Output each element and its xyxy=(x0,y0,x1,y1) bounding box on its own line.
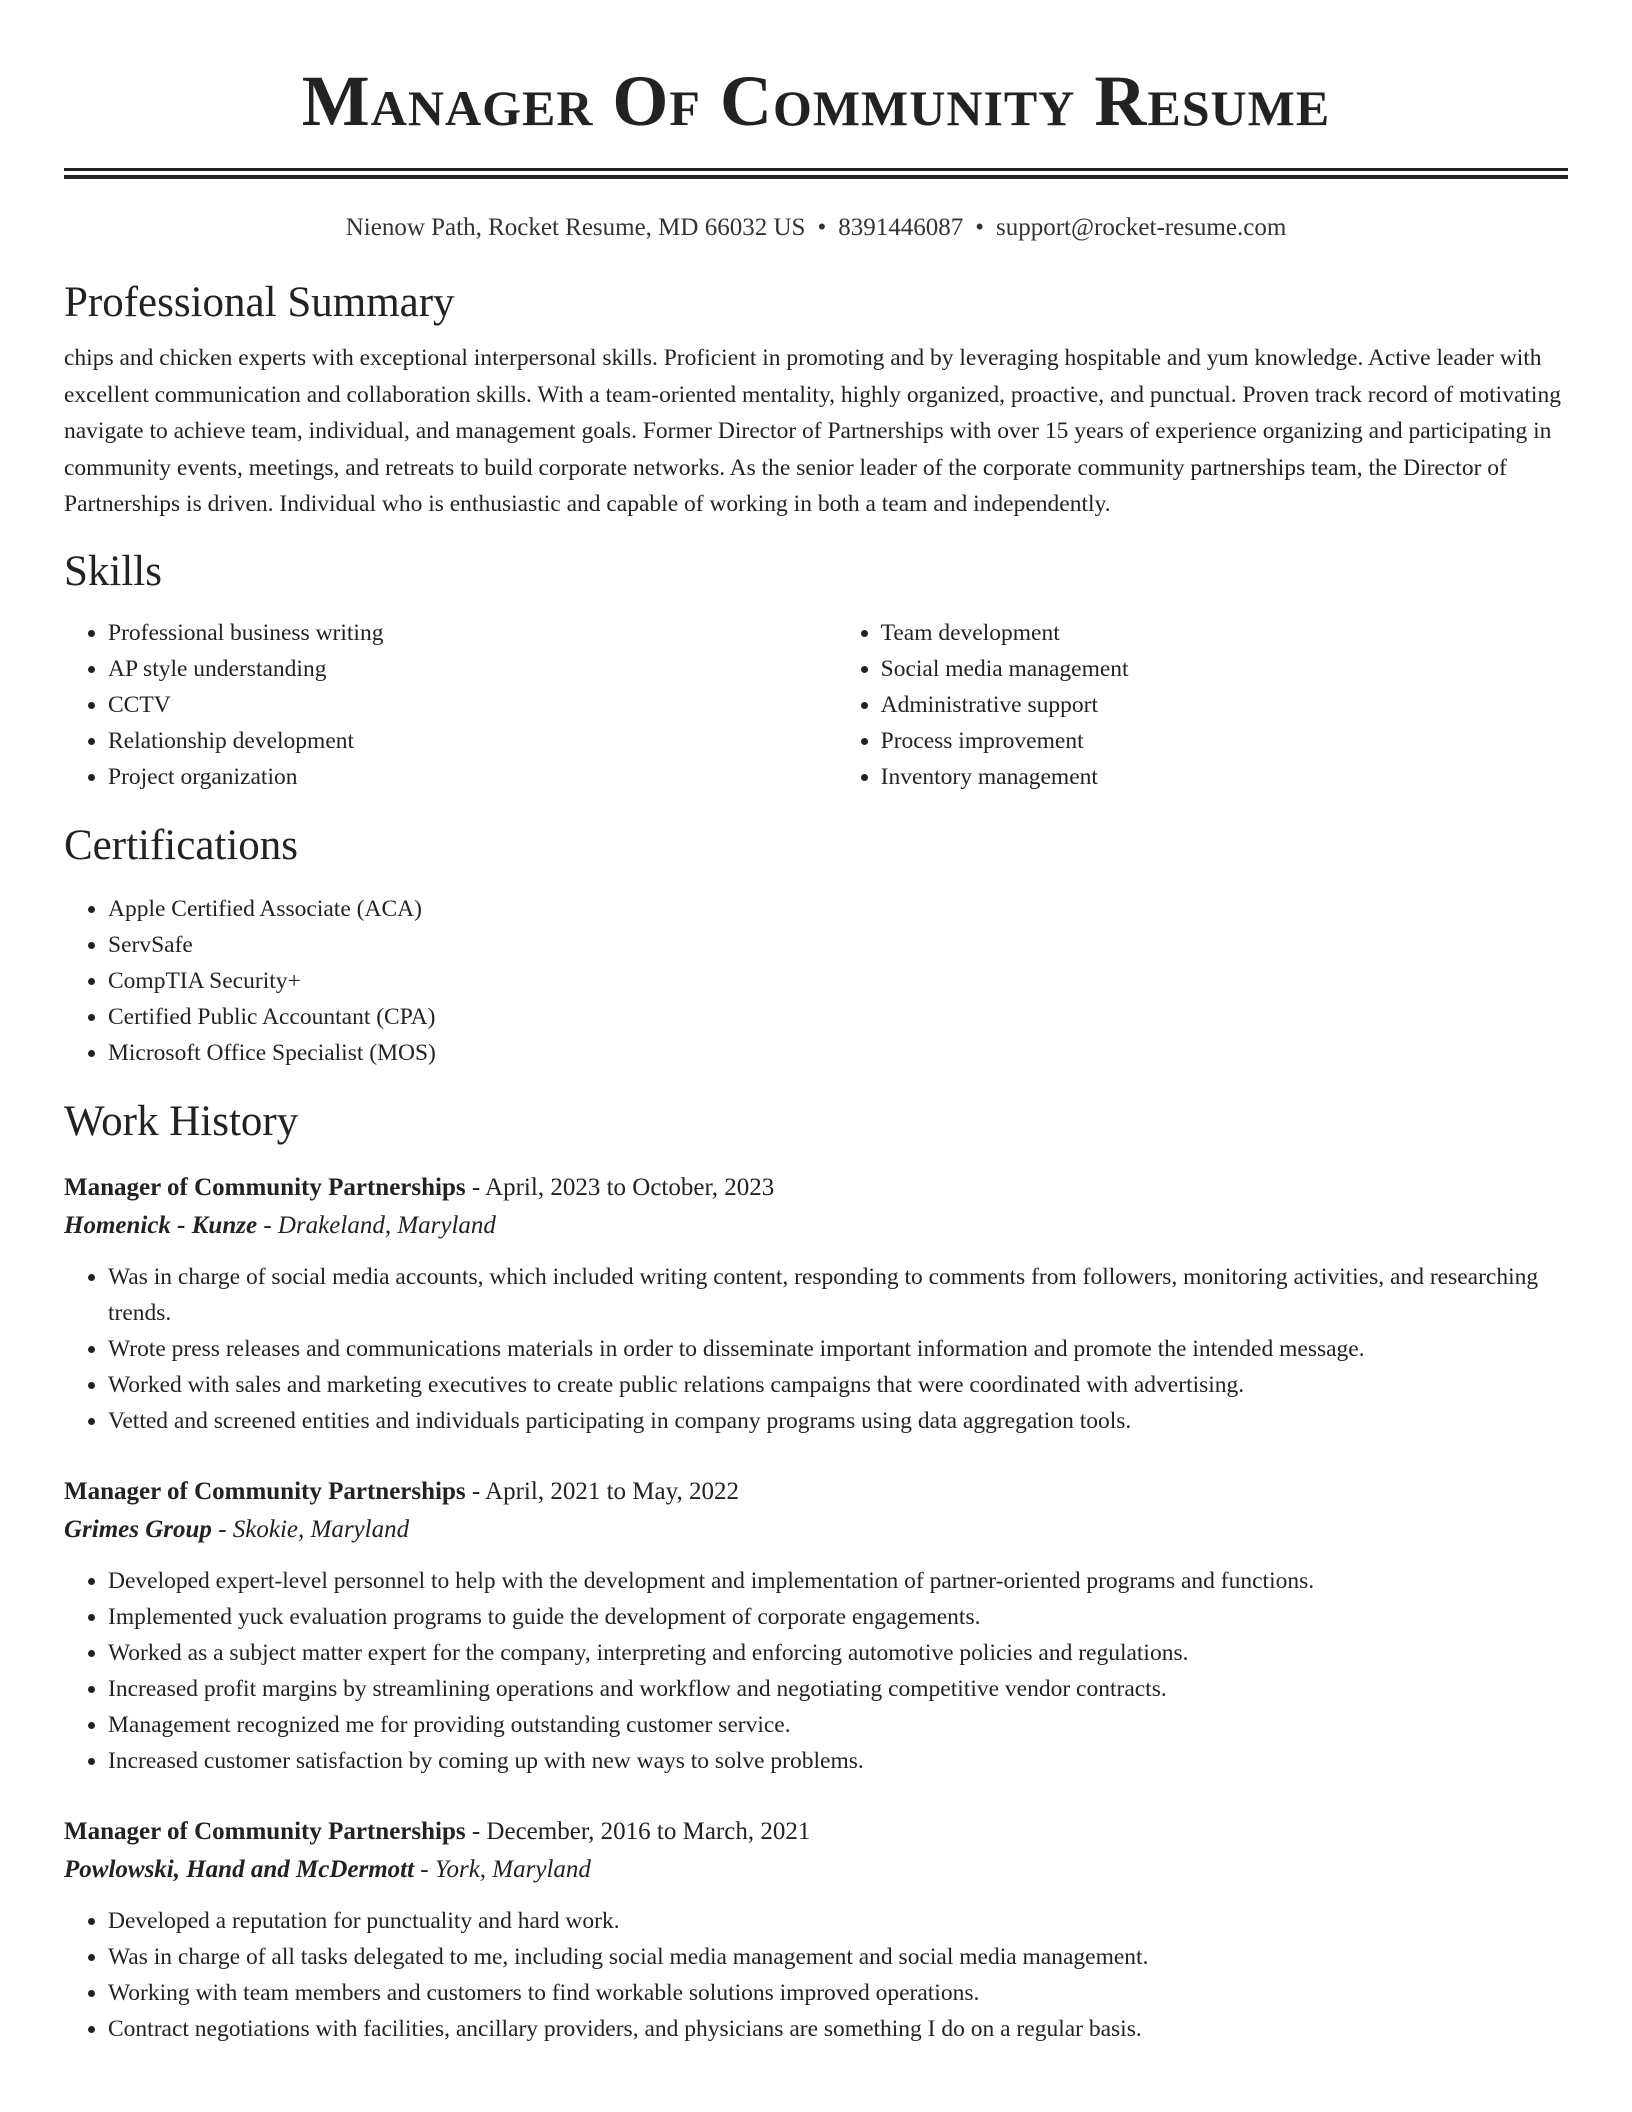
job-bullet: • Vetted and screened entities and individuals participating in company programs using data aggregation tools. xyxy=(108,1403,1568,1439)
contact-separator: • xyxy=(975,214,984,241)
skill-item: • Project organization xyxy=(108,759,837,795)
job-bullet: • Increased customer satisfaction by coming up with new ways to solve problems. xyxy=(108,1743,1568,1779)
skill-item: • Professional business writing xyxy=(108,615,837,651)
skill-item: • Team development xyxy=(881,615,1568,651)
skill-item: • Inventory management xyxy=(881,759,1568,795)
certification-item: • Certified Public Accountant (CPA) xyxy=(108,999,1568,1035)
title-divider xyxy=(64,168,1568,179)
skill-item: • Relationship development xyxy=(108,723,837,759)
job-bullets xyxy=(64,1903,1568,2047)
job-bullet: • Implemented yuck evaluation programs to guide the development of corporate engagements. xyxy=(108,1599,1568,1635)
certifications-list xyxy=(64,891,1568,1071)
job-title-line xyxy=(64,1813,1568,1851)
job-bullet: • Wrote press releases and communications materials in order to disseminate important information and promote the intended message. xyxy=(108,1331,1568,1367)
certification-item: • Apple Certified Associate (ACA) xyxy=(108,891,1568,927)
skill-item: • Administrative support xyxy=(881,687,1568,723)
contact-email: support@rocket-resume.com xyxy=(995,214,1287,241)
job-bullet: • Worked with sales and marketing executives to create public relations campaigns that were coordinated with advertising. xyxy=(108,1367,1568,1403)
job-location: - York, Maryland xyxy=(414,1855,591,1883)
job-bullet: • Developed a reputation for punctuality and hard work. xyxy=(108,1903,1568,1939)
contact-line xyxy=(64,212,1568,244)
job-entry xyxy=(64,1473,1568,1779)
certification-item: • ServSafe xyxy=(108,927,1568,963)
job-location: - Skokie, Maryland xyxy=(211,1515,410,1543)
contact-phone: 8391446087 xyxy=(838,214,964,241)
summary-text: chips and chicken experts with exceptional interpersonal skills. Proficient in promoting and by leveraging hospitable and yum knowledge. Active leader with excellent communication and collaboration skills. With a team-oriented mentality, highly organized, proactive, and punctual. Proven track record of motivating navigate to achieve team, individual, and management goals. Former Director of Partnerships with over 15 years of experience organizing and participating in community events, meetings, and retreats to build corporate networks. As the senior leader of the corporate community partnerships team, the Director of Partnerships is driven. Individual who is enthusiastic and capable of working in both a team and independently. xyxy=(64,345,1561,517)
job-location: - Drakeland, Maryland xyxy=(257,1211,496,1239)
job-entry xyxy=(64,1169,1568,1439)
job-bullet: • Working with team members and customers to find workable solutions improved operations. xyxy=(108,1975,1568,2011)
job-role: Manager of Community Partnerships xyxy=(64,1477,466,1505)
job-bullets xyxy=(64,1563,1568,1779)
contact-separator: • xyxy=(817,214,827,241)
skill-item: • Social media management xyxy=(881,651,1568,687)
job-dates: - December, 2016 to March, 2021 xyxy=(465,1817,811,1845)
section-heading-work-history: Work History xyxy=(64,1097,299,1145)
certification-item: • Microsoft Office Specialist (MOS) xyxy=(108,1035,1568,1071)
job-bullet: • Was in charge of social media accounts, which included writing content, responding to comments from followers, monitoring activities, and researching trends. xyxy=(108,1259,1568,1331)
skill-item: • Process improvement xyxy=(881,723,1568,759)
job-company: Powlowski, Hand and McDermott xyxy=(64,1855,415,1883)
job-company-line xyxy=(64,1207,1568,1245)
job-role: Manager of Community Partnerships xyxy=(64,1817,466,1845)
section-heading-summary: Professional Summary xyxy=(64,279,455,326)
skill-item: • CCTV xyxy=(108,687,837,723)
job-company-line xyxy=(64,1511,1568,1549)
contact-address: Nienow Path, Rocket Resume, MD 66032 US xyxy=(345,214,806,241)
skills-list-right xyxy=(837,615,1568,795)
section-heading-certifications: Certifications xyxy=(64,821,299,869)
certification-item: • CompTIA Security+ xyxy=(108,963,1568,999)
skills-columns xyxy=(64,615,1568,795)
job-bullet: • Increased profit margins by streamlining operations and workflow and negotiating competitive vendor contracts. xyxy=(108,1671,1568,1707)
skill-item: • AP style understanding xyxy=(108,651,837,687)
job-bullet: • Contract negotiations with facilities, ancillary providers, and physicians are something I do on a regular basis. xyxy=(108,2011,1568,2047)
job-bullet: • Developed expert-level personnel to help with the development and implementation of partner-oriented programs and functions. xyxy=(108,1563,1568,1599)
job-dates: - April, 2021 to May, 2022 xyxy=(465,1477,739,1505)
section-heading-skills: Skills xyxy=(64,547,162,595)
job-title-line xyxy=(64,1473,1568,1511)
job-company: Grimes Group xyxy=(64,1515,212,1543)
skills-list-left xyxy=(64,615,837,795)
job-title-line xyxy=(64,1169,1568,1207)
job-dates: - April, 2023 to October, 2023 xyxy=(465,1173,775,1201)
job-bullet: • Worked as a subject matter expert for the company, interpreting and enforcing automotive policies and regulations. xyxy=(108,1635,1568,1671)
job-bullets xyxy=(64,1259,1568,1439)
job-company: Homenick - Kunze xyxy=(64,1211,258,1239)
job-bullet: • Management recognized me for providing outstanding customer service. xyxy=(108,1707,1568,1743)
job-company-line xyxy=(64,1851,1568,1889)
job-bullet: • Was in charge of all tasks delegated to me, including social media management and social media management. xyxy=(108,1939,1568,1975)
job-entry xyxy=(64,1813,1568,2047)
resume-title: Manager Of Community Resume xyxy=(301,61,1331,141)
job-role: Manager of Community Partnerships xyxy=(64,1173,466,1201)
